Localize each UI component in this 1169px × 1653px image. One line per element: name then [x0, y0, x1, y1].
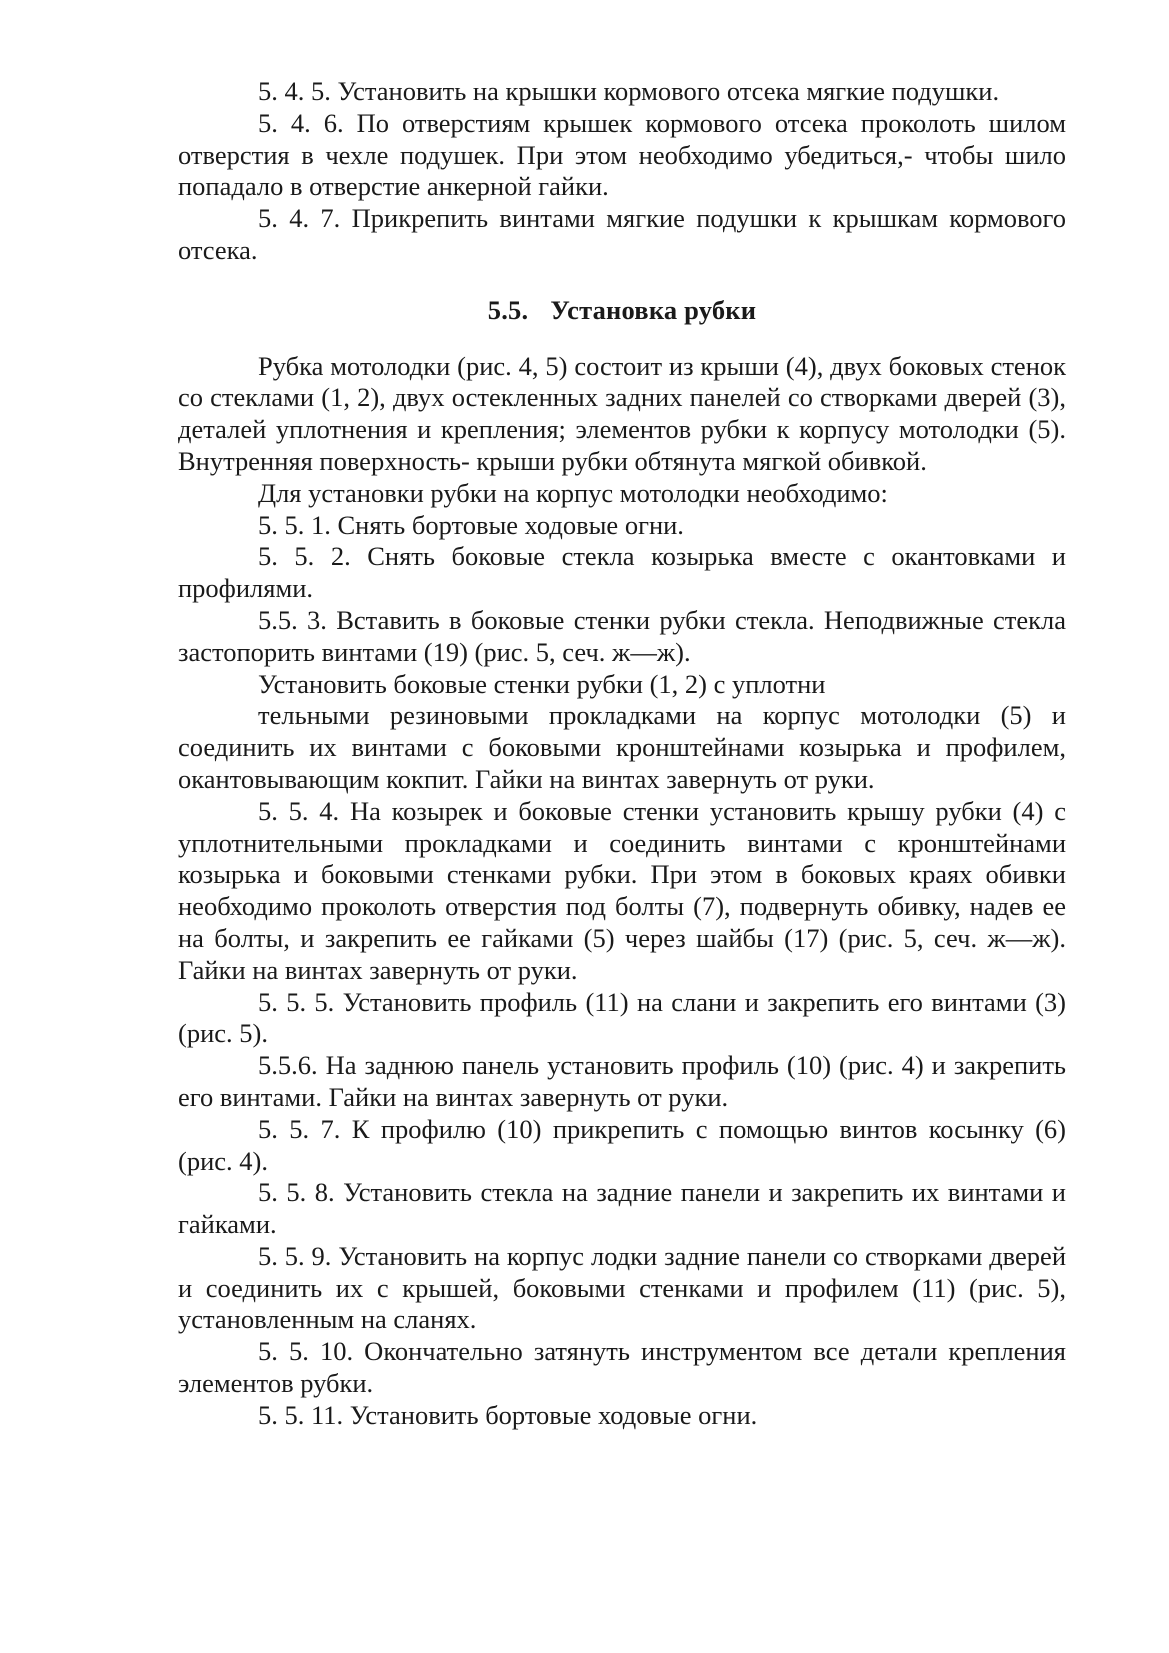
- paragraph-5-5-5: 5. 5. 5. Установить профиль (11) на слани и закрепить его винтами (3) (рис. 5).: [178, 986, 1066, 1049]
- paragraph-5-5-3-b: тельными резиновыми прокладками на корпус мотолодки (5) и соединить их винтами с боковыми кронштейнами козырька и профилем, окантовывающим кокпит. Гайки на винтах завернуть от руки.: [178, 700, 1066, 794]
- paragraph-5-5-10: 5. 5. 10. Окончательно затянуть инструментом все детали крепления элементов рубки.: [178, 1336, 1066, 1399]
- paragraph-5-5-9: 5. 5. 9. Установить на корпус лодки задние панели со створками дверей и соединить их с крышей, боковыми стенками и профилем (11) (рис. 5), установленным на сланях.: [178, 1240, 1066, 1335]
- paragraph-lead: Для установки рубки на корпус мотолодки необходимо:: [258, 477, 888, 508]
- paragraph-5-5-11: 5. 5. 11. Установить бортовые ходовые огни.: [258, 1399, 758, 1430]
- paragraph-5-5-4: 5. 5. 4. На козырек и боковые стенки установить крышу рубки (4) с уплотнительными прокладками и соединить винтами с кронштейнами козырька и боковыми стенками рубки. При этом в боковых краях обивки необходимо проколоть отверстия под болты (7), подвернуть обивку, надев ее на болты, и закрепить ее гайками (5) через шайбы (17) (рис. 5, сеч. ж—ж). Гайки на винтах завернуть от руки.: [178, 795, 1066, 985]
- paragraph-5-5-2: 5. 5. 2. Снять боковые стекла козырька вместе с окантовками и профилями.: [178, 541, 1066, 604]
- section-number: 5.5.: [487, 294, 529, 325]
- paragraph-5-5-3-a: Установить боковые стенки рубки (1, 2) с уплотни: [258, 668, 826, 699]
- paragraph-5-5-7: 5. 5. 7. К профилю (10) прикрепить с помощью винтов косынку (6) (рис. 4).: [178, 1113, 1066, 1176]
- document-page: [178, 76, 1066, 1432]
- paragraph-5-4-6: 5. 4. 6. По отверстиям крышек кормового отсека проколоть шилом отверстия в чехле подушек. При этом необходимо убедиться,- чтобы шило попадало в отверстие анкерной гайки.: [178, 107, 1066, 202]
- paragraph-5-4-5: 5. 4. 5. Установить на крышки кормового отсека мягкие подушки.: [258, 76, 1000, 106]
- paragraph-5-4-7: 5. 4. 7. Прикрепить винтами мягкие подушки к крышкам кормового отсека.: [178, 203, 1066, 265]
- paragraph-5-5-8: 5. 5. 8. Установить стекла на задние панели и закрепить их винтами и гайками.: [178, 1177, 1066, 1240]
- section-title: Установка рубки: [550, 294, 757, 325]
- paragraph-5-5-3: 5.5. 3. Вставить в боковые стенки рубки стекла. Неподвижные стекла застопорить винтами (19) (рис. 5, сеч. ж—ж).: [178, 604, 1066, 667]
- section-heading: [178, 295, 1066, 327]
- paragraph-5-5-6: 5.5.6. На заднюю панель установить профиль (10) (рис. 4) и закрепить его винтами. Гайки на винтах завернуть от руки.: [178, 1050, 1066, 1112]
- paragraph-intro: Рубка мотолодки (рис. 4, 5) состоит из крыши (4), двух боковых стенок со стеклами (1, 2), двух остекленных задних панелей со створками дверей (3), деталей уплотнения и крепления; элементов рубки к корпусу мотолодки (5). Внутренняя поверхность- крыши рубки обтянута мягкой обивкой.: [178, 350, 1066, 476]
- paragraph-5-5-1: 5. 5. 1. Снять бортовые ходовые огни.: [258, 509, 684, 540]
